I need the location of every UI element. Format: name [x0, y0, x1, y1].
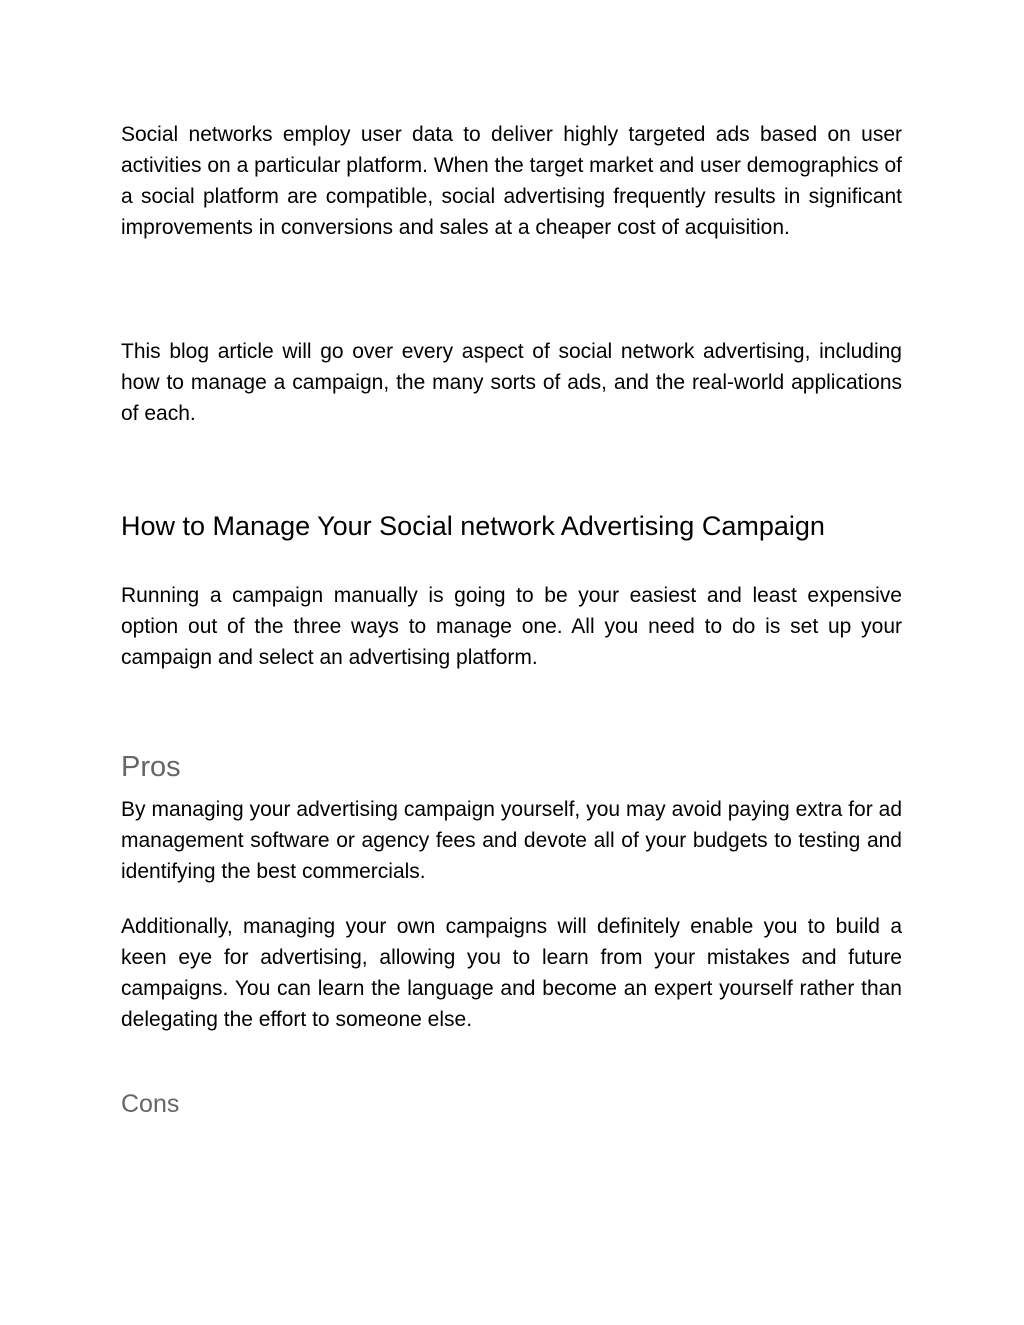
- subheading-pros: Pros: [121, 751, 181, 783]
- section-heading-manage-campaign: How to Manage Your Social network Advertising Campaign: [121, 511, 825, 541]
- manage-campaign-paragraph: Running a campaign manually is going to be your easiest and least expensive option out of the three ways to manage one. All you need to do is set up your campaign and select an advertising platform.: [121, 584, 902, 669]
- intro-paragraph-2: This blog article will go over every aspect of social network advertising, including how to manage a campaign, the many sorts of ads, and the real-world applications of each.: [121, 340, 902, 425]
- pros-paragraph-1: By managing your advertising campaign yourself, you may avoid paying extra for ad management software or agency fees and devote all of your budgets to testing and identifying the best commercials.: [121, 798, 902, 883]
- pros-paragraph-2: Additionally, managing your own campaigns will definitely enable you to build a keen eye for advertising, allowing you to learn from your mistakes and future campaigns. You can learn the language and become an expert yourself rather than delegating the effort to someone else.: [121, 915, 902, 1031]
- subheading-cons: Cons: [121, 1090, 180, 1118]
- intro-paragraph-1: Social networks employ user data to deliver highly targeted ads based on user activities on a particular platform. When the target market and user demographics of a social platform are compatible, social advertising frequently results in significant improvements in conversions and sales at a cheaper cost of acquisition.: [121, 123, 902, 239]
